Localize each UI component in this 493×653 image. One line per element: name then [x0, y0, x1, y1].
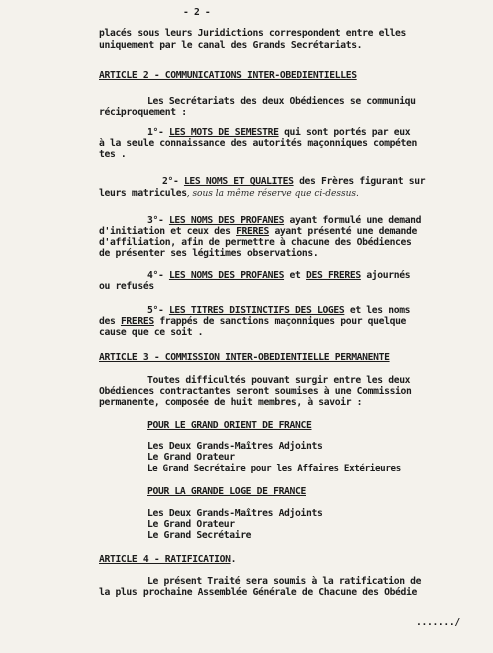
article-3-heading: ARTICLE 3 - COMMISSION INTER-OBEDIENTIELLE PERMANENTE: [99, 352, 390, 363]
handwritten-annotation: , sous la même réserve que ci-dessus.: [186, 189, 359, 199]
item-3-line-2: [99, 226, 417, 237]
article-2-intro-2: réciproquement :: [99, 107, 187, 118]
item-3-label: LES NOMS DES PROFANES: [168, 215, 285, 226]
item-4-line-2: ou refusés: [99, 281, 154, 292]
item-4-label-1: LES NOMS DES PROFANES: [168, 270, 285, 281]
group-1-member-2: Le Grand Orateur: [147, 452, 235, 463]
item-3-line-2-rest: ayant présenté une demande: [268, 226, 417, 237]
item-1-line-2: à la seule connaissance des autorités maçonniques compéten: [99, 138, 417, 149]
article-4-heading: ARTICLE 4 - RATIFICATION: [99, 554, 231, 565]
group-1-title: POUR LE GRAND ORIENT DE FRANCE: [147, 420, 312, 431]
item-3-freres-label: FRERES: [236, 226, 269, 237]
group-1-member-3: Le Grand Secrétaire pour les Affaires Extérieures: [147, 463, 401, 474]
article-4-heading-end: .: [230, 554, 237, 565]
item-4-number: 4°-: [147, 270, 164, 281]
item-2-line-2-text: leurs matricules: [99, 188, 187, 199]
item-3-line-4: de présenter ses légitimes observations.: [99, 248, 319, 259]
item-5-number: 5°-: [147, 305, 164, 316]
item-2-label: LES NOMS ET QUALITES: [183, 176, 294, 187]
item-2-number: 2°-: [162, 176, 179, 187]
group-2-title: POUR LA GRANDE LOGE DE FRANCE: [147, 486, 306, 497]
item-2-line-2: [99, 188, 359, 200]
article-2-intro-1: Les Secrétariats des deux Obédiences se communiqu: [147, 96, 416, 107]
article-4-para-1: Le présent Traité sera soumis à la ratification de: [147, 576, 422, 587]
item-3-line-1: [147, 215, 421, 226]
item-5-line-1: [147, 305, 410, 316]
item-4-label-2: DES FRERES: [306, 270, 361, 281]
item-5-rest: et les noms: [344, 305, 411, 316]
item-3-line-3: d'affiliation, afin de permettre à chacune des Obédiences: [99, 237, 412, 248]
item-1-line-1: [147, 127, 410, 138]
item-4-rest: ajournés: [360, 270, 411, 281]
article-4-para-2: la plus prochaine Assemblée Générale de Chacune des Obédie: [99, 587, 417, 598]
item-4-line-1: [147, 270, 410, 281]
item-3-line-2-pre: d'initiation et ceux des: [99, 226, 237, 237]
item-5-line-2-pre: des: [99, 316, 121, 327]
group-2-member-1: Les Deux Grands-Maîtres Adjoints: [147, 508, 323, 519]
item-4-mid: et: [284, 270, 307, 281]
article-2-heading: ARTICLE 2 - COMMUNICATIONS INTER-OBEDIENTIELLES: [99, 70, 357, 81]
item-2-line-1: [162, 176, 425, 187]
item-1-number: 1°-: [147, 127, 164, 138]
item-5-line-2: [99, 316, 406, 327]
item-5-line-2-rest: frappés de sanctions maçonniques pour quelque: [153, 316, 407, 327]
item-1-label: LES MOTS DE SEMESTRE: [168, 127, 279, 138]
item-2-rest: des Frères figurant sur: [293, 176, 426, 187]
item-1-rest: qui sont portés par eux: [278, 127, 411, 138]
group-2-member-3: Le Grand Secrétaire: [147, 530, 252, 541]
item-5-line-3: cause que ce soit .: [99, 327, 204, 338]
intro-line-2: uniquement par le canal des Grands Secrétariats.: [99, 40, 363, 51]
item-5-freres-label: FRERES: [120, 316, 154, 327]
item-3-number: 3°-: [147, 215, 164, 226]
article-3-para-3: permanente, composée de huit membres, à savoir :: [99, 397, 363, 408]
item-5-label: LES TITRES DISTINCTIFS DES LOGES: [168, 305, 345, 316]
intro-line-1: placés sous leurs Juridictions correspondent entre elles: [99, 28, 407, 39]
group-1-member-1: Les Deux Grands-Maîtres Adjoints: [147, 441, 323, 452]
page-number: - 2 -: [183, 7, 211, 18]
article-3-para-2: Obédiences contractantes seront soumises à une Commission: [99, 386, 412, 397]
article-3-para-1: Toutes difficultés pouvant surgir entre les deux: [147, 375, 411, 386]
article-4-heading-line: [99, 554, 236, 565]
group-2-member-2: Le Grand Orateur: [147, 519, 235, 530]
item-3-rest: ayant formulé une demand: [284, 215, 422, 226]
continuation-mark: ......./: [416, 617, 460, 628]
item-1-line-3: tes .: [99, 149, 127, 160]
